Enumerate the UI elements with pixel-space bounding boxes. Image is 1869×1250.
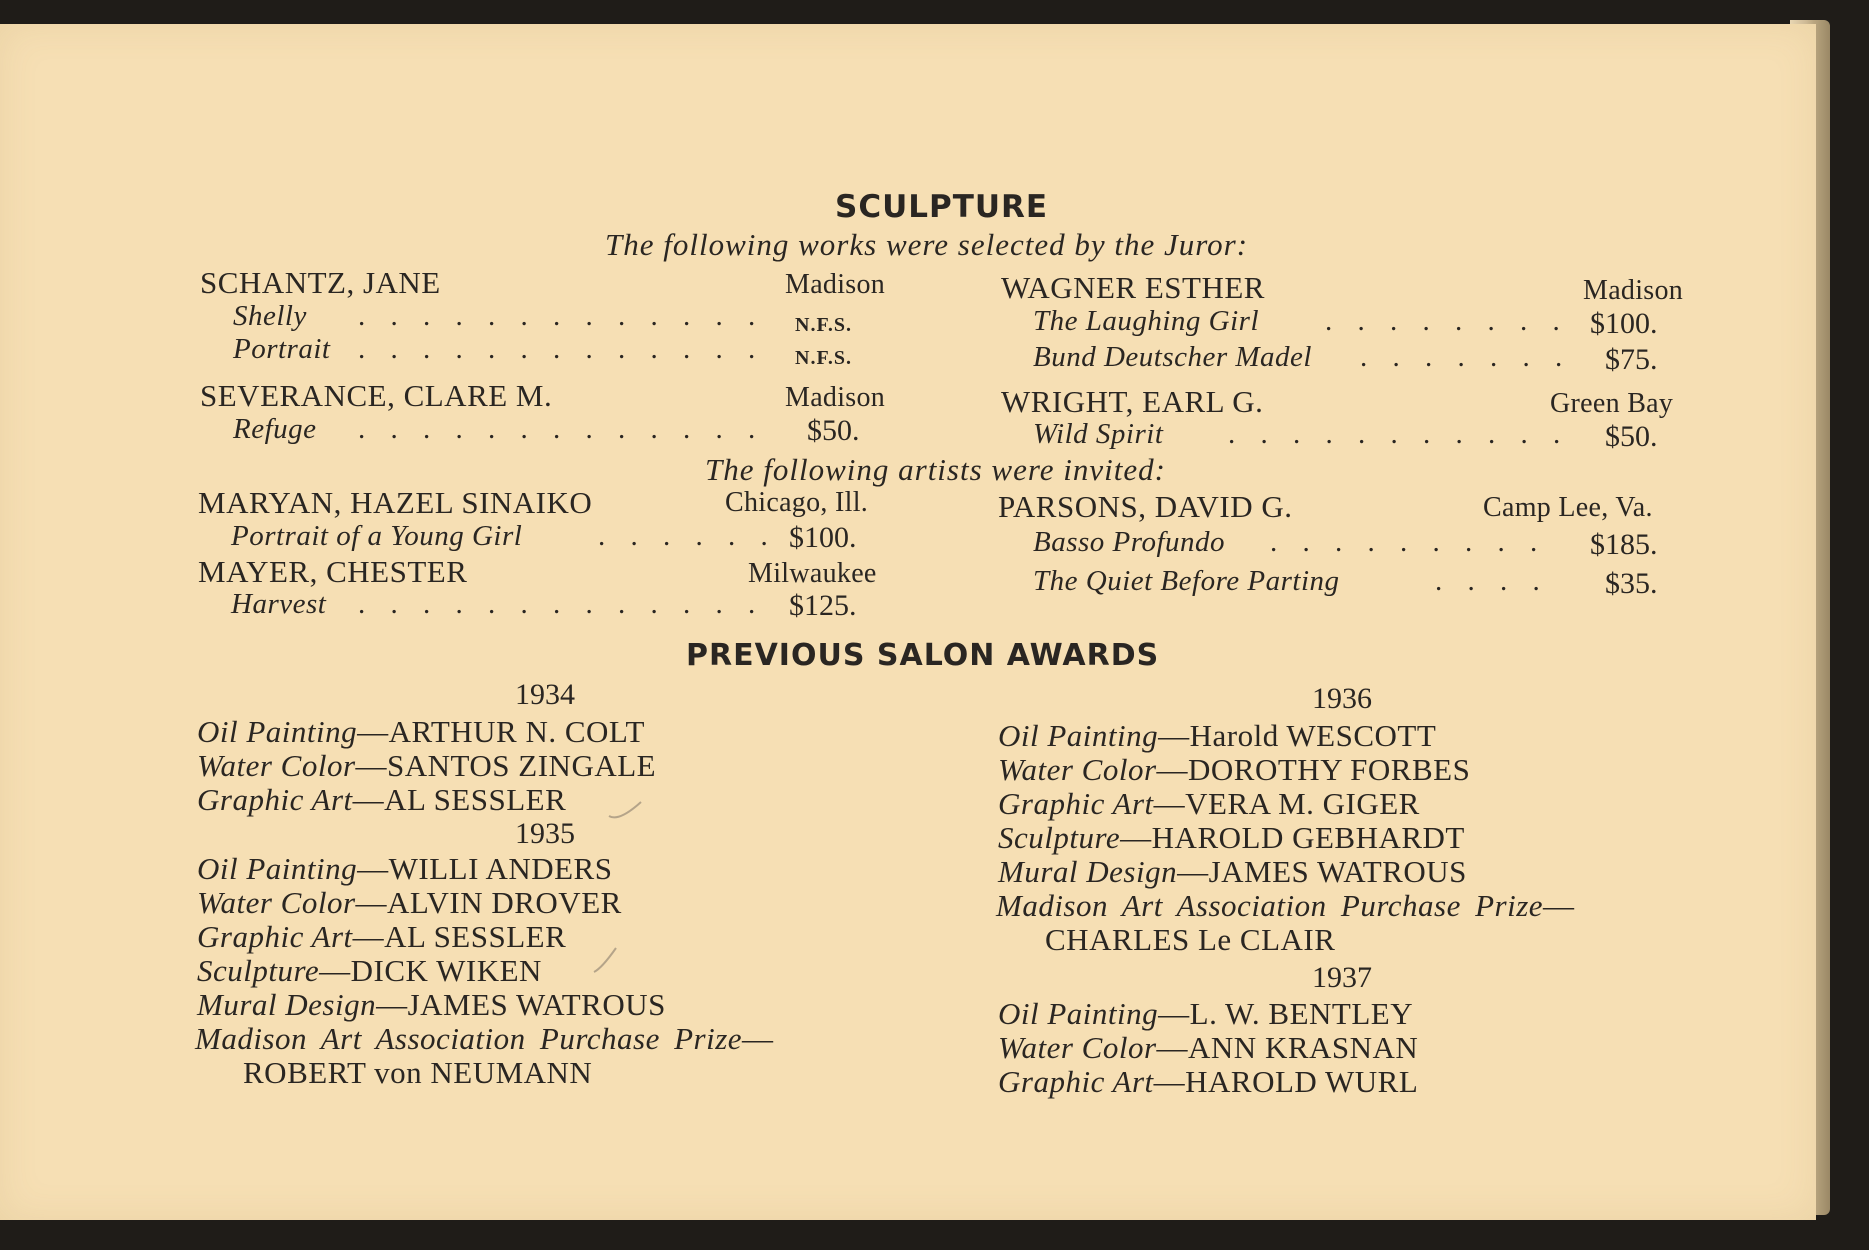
award-winner: —HAROLD WURL [1153, 1064, 1419, 1099]
award-line [996, 888, 1575, 924]
award-line [197, 714, 645, 750]
award-winner: —Harold WESCOTT [1158, 718, 1437, 753]
award-year: 1936 [1312, 682, 1372, 715]
award-line [197, 953, 542, 989]
invited-note: The following artists were invited: [705, 452, 1166, 487]
award-line [998, 1064, 1418, 1100]
award-category: Oil Painting [197, 851, 358, 886]
leader-dots: . . . . . . . [1360, 341, 1572, 373]
award-winner: —DICK WIKEN [319, 953, 542, 988]
work-price: $50. [1605, 420, 1658, 453]
work-title: Wild Spirit [1033, 418, 1164, 450]
catalog-page [0, 24, 1816, 1220]
award-category: Oil Painting [998, 718, 1159, 753]
pencil-check-mark [590, 944, 620, 984]
award-winner: —ALVIN DROVER [355, 885, 622, 920]
award-winner: —JAMES WATROUS [1177, 854, 1467, 889]
award-category: Sculpture [197, 953, 320, 988]
work-price: $75. [1605, 343, 1658, 376]
artist-city: Camp Lee, Va. [1483, 492, 1653, 523]
award-line [195, 1021, 774, 1057]
award-winner: —DOROTHY FORBES [1156, 752, 1471, 787]
work-price: $185. [1590, 528, 1658, 561]
award-category: Mural Design [197, 987, 377, 1022]
work-title: The Laughing Girl [1033, 305, 1260, 337]
award-category: Graphic Art [197, 782, 353, 817]
artist-city: Madison [785, 269, 886, 300]
award-winner: —AL SESSLER [352, 919, 567, 954]
leader-dots: . . . . . . . . . . . . . [358, 588, 765, 620]
award-winner: —SANTOS ZINGALE [355, 748, 657, 783]
award-winner: —L. W. BENTLEY [1158, 996, 1414, 1031]
leader-dots: . . . . . . . . . . . . . [358, 300, 765, 332]
work-price: N.F.S. [795, 347, 852, 369]
artist-name: PARSONS, DAVID G. [998, 489, 1293, 524]
work-title: Portrait of a Young Girl [231, 520, 523, 552]
award-line [197, 987, 666, 1023]
award-line [197, 919, 566, 955]
leader-dots: . . . . [1435, 565, 1549, 597]
award-line [197, 782, 566, 818]
award-category: Water Color [998, 1030, 1157, 1065]
work-title: Basso Profundo [1033, 526, 1226, 558]
award-winner: —ARTHUR N. COLT [357, 714, 645, 749]
award-category: Oil Painting [197, 714, 358, 749]
leader-dots: . . . . . . [598, 520, 777, 552]
work-title: Refuge [233, 413, 317, 445]
artist-name: WAGNER ESTHER [1001, 270, 1265, 305]
work-title: Shelly [233, 300, 307, 332]
award-line [998, 820, 1465, 856]
selected-note: The following works were selected by the Juror: [605, 227, 1249, 262]
work-price: $35. [1605, 567, 1658, 600]
award-line [998, 1030, 1418, 1066]
award-year: 1935 [515, 817, 575, 850]
leader-dots: . . . . . . . . . . . [1228, 418, 1570, 450]
artist-name: WRIGHT, EARL G. [1001, 384, 1264, 419]
artist-city: Madison [1583, 275, 1684, 306]
artist-city: Madison [785, 382, 886, 413]
award-winner: —WILLI ANDERS [357, 851, 613, 886]
award-winner: —JAMES WATROUS [376, 987, 666, 1022]
sculpture-heading: SCULPTURE [835, 189, 1049, 225]
leader-dots: . . . . . . . . . . . . . [358, 333, 765, 365]
award-line [998, 996, 1413, 1032]
pencil-check-mark [605, 796, 645, 826]
award-line [998, 786, 1420, 822]
award-category: Graphic Art [998, 1064, 1154, 1099]
work-title: Portrait [233, 333, 331, 365]
award-winner: —VERA M. GIGER [1153, 786, 1420, 821]
prize-winner: ROBERT von NEUMANN [243, 1055, 593, 1090]
award-winner: —AL SESSLER [352, 782, 567, 817]
award-category: Graphic Art [998, 786, 1154, 821]
work-title: Bund Deutscher Madel [1033, 341, 1312, 373]
artist-city: Green Bay [1550, 388, 1674, 419]
award-category: Oil Painting [998, 996, 1159, 1031]
work-title: The Quiet Before Parting [1033, 565, 1340, 597]
work-price: $100. [1590, 307, 1658, 340]
artist-name: MAYER, CHESTER [198, 554, 468, 589]
award-line [197, 851, 612, 887]
leader-dots: . . . . . . . . . [1270, 526, 1547, 558]
award-line [197, 885, 622, 921]
award-category: Madison Art Association Purchase Prize [195, 1021, 743, 1056]
award-category: Water Color [197, 885, 356, 920]
award-line [197, 748, 656, 784]
leader-dots: . . . . . . . . [1325, 305, 1569, 337]
work-title: Harvest [231, 588, 327, 620]
award-category: Graphic Art [197, 919, 353, 954]
work-price: $125. [789, 589, 857, 622]
artist-name: SEVERANCE, CLARE M. [200, 378, 553, 413]
award-year: 1934 [515, 678, 575, 711]
award-category: Madison Art Association Purchase Prize [996, 888, 1544, 923]
award-category: Sculpture [998, 820, 1121, 855]
work-price: $100. [789, 521, 857, 554]
award-category: Mural Design [998, 854, 1178, 889]
award-winner: — [742, 1021, 774, 1056]
artist-city: Milwaukee [748, 558, 877, 589]
award-line [998, 752, 1470, 788]
work-price: $50. [807, 414, 860, 447]
award-winner: — [1543, 888, 1575, 923]
artist-name: MARYAN, HAZEL SINAIKO [198, 485, 593, 520]
prize-winner: CHARLES Le CLAIR [1045, 922, 1336, 957]
leader-dots: . . . . . . . . . . . . . [358, 413, 765, 445]
award-year: 1937 [1312, 961, 1372, 994]
work-price: N.F.S. [795, 314, 852, 336]
artist-name: SCHANTZ, JANE [200, 265, 441, 300]
artist-city: Chicago, Ill. [725, 487, 869, 518]
awards-heading: PREVIOUS SALON AWARDS [686, 638, 1160, 673]
award-category: Water Color [197, 748, 356, 783]
award-line [998, 854, 1467, 890]
award-winner: —ANN KRASNAN [1156, 1030, 1419, 1065]
award-line [998, 718, 1436, 754]
award-winner: —HAROLD GEBHARDT [1120, 820, 1465, 855]
award-category: Water Color [998, 752, 1157, 787]
